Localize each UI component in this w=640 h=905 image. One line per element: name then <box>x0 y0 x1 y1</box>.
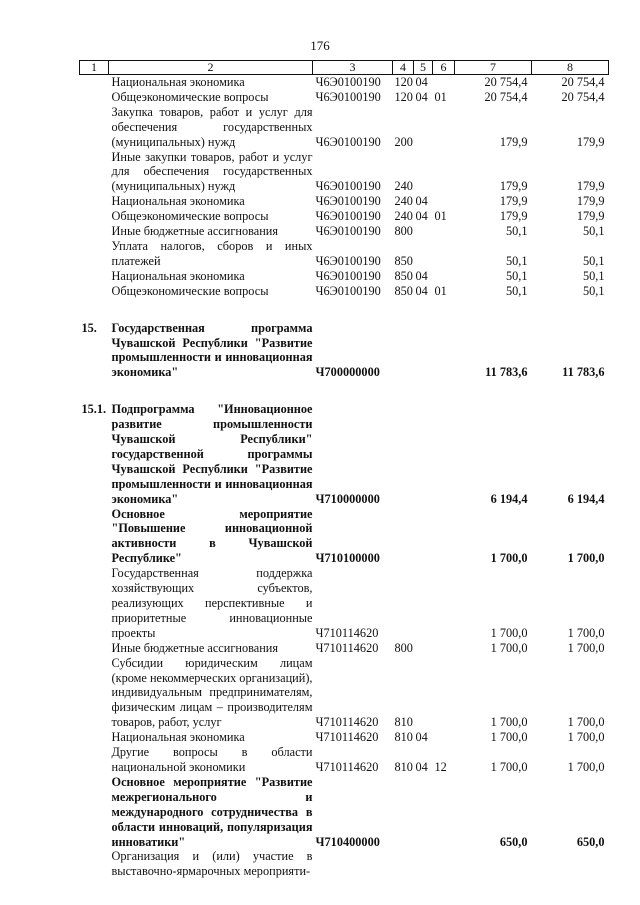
row-amount-col7: 50,1 <box>505 253 528 268</box>
table-row <box>80 284 609 299</box>
table-row <box>80 321 609 381</box>
row-description: Государственная поддержка хозяйствующих субъектов, реализующих перспективные и приоритетные инновационные проекты <box>111 566 313 640</box>
row-amount-col7: 650,0 <box>499 834 528 849</box>
row-subsection <box>433 566 455 641</box>
row-target-code: Ч6Э0100190 <box>315 194 381 209</box>
row-description: Иные закупки товаров, работ и услуг для обеспечения государственных (муниципальных) нужд <box>111 149 313 194</box>
table-row <box>80 209 609 224</box>
row-description: Закупка товаров, работ и услуг для обеспечения государственных (муниципальных) нужд <box>111 104 313 149</box>
row-subsection <box>433 775 455 850</box>
row-target-code: Ч710400000 <box>315 834 380 849</box>
row-section <box>414 507 433 567</box>
row-amount-col8: 50,1 <box>582 283 605 298</box>
table-row <box>80 239 609 269</box>
row-amount-col7: 179,9 <box>499 209 528 224</box>
row-section <box>414 402 433 506</box>
row-description: Национальная экономика <box>111 730 245 745</box>
table-body <box>80 75 609 880</box>
header-col-7: 7 <box>455 61 532 75</box>
row-amount-col8: 1 700,0 <box>567 625 605 640</box>
row-expense-type: 850 <box>394 253 413 268</box>
row-target-code <box>313 849 393 879</box>
row-amount-col8: 179,9 <box>576 179 605 194</box>
row-section: 04 <box>415 268 428 283</box>
row-amount-col7 <box>455 849 532 879</box>
row-section <box>414 775 433 850</box>
row-expense-type: 800 <box>394 640 413 655</box>
row-section: 04 <box>415 209 428 224</box>
table-row <box>80 849 609 879</box>
row-description: Организация и (или) участие в выставочно-ярмарочных мероприяти- <box>111 849 313 879</box>
row-amount-col8: 20 754,4 <box>561 89 605 104</box>
row-number <box>80 745 109 775</box>
row-amount-col7: 1 700,0 <box>490 640 528 655</box>
row-subsection <box>433 730 455 745</box>
row-target-code: Ч710114620 <box>315 759 379 774</box>
row-target-code: Ч700000000 <box>315 365 380 380</box>
table-row <box>80 775 609 850</box>
row-target-code: Ч6Э0100190 <box>315 209 381 224</box>
header-col-8: 8 <box>532 61 609 75</box>
row-description: Основное мероприятие "Развитие межрегионального и международного сотрудничества в области инноваций, популяризация инноватики" <box>111 774 313 849</box>
row-number <box>80 194 109 209</box>
row-amount-col7: 50,1 <box>505 224 528 239</box>
header-col-1: 1 <box>80 61 109 75</box>
row-target-code: Ч710114620 <box>315 625 379 640</box>
row-subsection <box>433 656 455 731</box>
row-subsection <box>433 75 455 90</box>
row-amount-col8: 1 700,0 <box>567 759 605 774</box>
row-subsection <box>433 239 455 269</box>
row-number <box>80 507 109 567</box>
row-section <box>414 656 433 731</box>
row-section <box>414 849 433 879</box>
row-amount-col7: 6 194,4 <box>490 491 528 506</box>
row-number <box>80 105 109 150</box>
row-description: Подпрограмма "Инновационное развитие промышленности Чувашской Республики" государственной программы Чувашской Республики "Развитие промышленности и инновационная экономика" <box>111 402 313 506</box>
row-subsection: 01 <box>434 89 447 104</box>
row-amount-col8: 50,1 <box>582 253 605 268</box>
spacer-cell <box>80 299 609 321</box>
row-description: Национальная экономика <box>111 75 245 89</box>
row-amount-col8: 1 700,0 <box>567 551 605 566</box>
row-section: 04 <box>415 75 428 89</box>
row-amount-col8 <box>532 849 609 879</box>
row-description: Национальная экономика <box>111 194 245 209</box>
row-subsection: 12 <box>434 759 447 774</box>
row-target-code: Ч710114620 <box>315 730 379 745</box>
row-description: Общеэкономические вопросы <box>111 89 269 104</box>
row-subsection <box>433 150 455 195</box>
row-section: 04 <box>415 759 428 774</box>
row-expense-type <box>393 566 414 641</box>
row-amount-col7: 50,1 <box>505 268 528 283</box>
row-expense-type: 810 <box>394 715 413 730</box>
header-col-2: 2 <box>109 61 313 75</box>
row-amount-col8: 11 783,6 <box>562 365 605 380</box>
row-expense-type: 120 <box>394 89 413 104</box>
row-amount-col8: 20 754,4 <box>561 75 605 89</box>
table-row <box>80 150 609 195</box>
row-subsection <box>433 849 455 879</box>
row-amount-col7: 179,9 <box>499 194 528 209</box>
row-amount-col8: 1 700,0 <box>567 730 605 745</box>
row-description: Государственная программа Чувашской Республики "Развитие промышленности и инновационная экономика" <box>111 320 313 380</box>
row-expense-type <box>393 775 414 850</box>
row-expense-type: 810 <box>394 730 413 745</box>
table-row <box>80 745 609 775</box>
row-expense-type: 240 <box>394 209 413 224</box>
row-description: Уплата налогов, сборов и иных платежей <box>111 238 313 268</box>
row-description: Другие вопросы в области национальной экономики <box>111 745 313 774</box>
row-amount-col8: 6 194,4 <box>567 491 605 506</box>
table-row <box>80 224 609 239</box>
table-header <box>80 61 609 75</box>
row-amount-col7: 1 700,0 <box>490 730 528 745</box>
table-row <box>80 269 609 284</box>
row-expense-type: 800 <box>394 224 413 239</box>
row-description: Общеэкономические вопросы <box>111 209 269 224</box>
row-number <box>80 730 109 745</box>
budget-table <box>79 60 609 879</box>
row-amount-col7: 50,1 <box>505 283 528 298</box>
header-col-5: 5 <box>414 61 433 75</box>
row-target-code: Ч6Э0100190 <box>315 268 381 283</box>
row-amount-col8: 50,1 <box>582 268 605 283</box>
row-description: Основное мероприятие "Повышение инновационной активности в Чувашской Республике" <box>111 506 313 566</box>
row-number <box>80 224 109 239</box>
row-section: 04 <box>415 194 428 209</box>
header-col-3: 3 <box>313 61 393 75</box>
row-expense-type: 200 <box>394 134 413 149</box>
row-section: 04 <box>415 283 428 298</box>
row-target-code: Ч6Э0100190 <box>315 134 381 149</box>
row-amount-col8: 179,9 <box>576 194 605 209</box>
row-expense-type <box>393 321 414 381</box>
row-section <box>414 641 433 656</box>
row-amount-col7: 11 783,6 <box>485 365 528 380</box>
row-target-code: Ч710000000 <box>315 491 380 506</box>
row-expense-type: 850 <box>394 283 413 298</box>
row-number <box>80 849 109 879</box>
row-amount-col8: 50,1 <box>582 224 605 239</box>
row-number <box>80 75 109 90</box>
row-section: 04 <box>415 89 428 104</box>
row-subsection <box>433 224 455 239</box>
row-subsection <box>433 194 455 209</box>
page-number: 176 <box>310 38 330 53</box>
row-target-code: Ч6Э0100190 <box>315 283 381 298</box>
spacer-row <box>80 380 609 402</box>
row-section <box>414 321 433 381</box>
row-number <box>80 150 109 195</box>
row-amount-col7: 20 754,4 <box>484 75 528 89</box>
row-subsection: 01 <box>434 209 447 224</box>
row-expense-type: 240 <box>394 194 413 209</box>
row-number <box>80 641 109 656</box>
spacer-cell <box>80 380 609 402</box>
row-amount-col7: 1 700,0 <box>490 625 528 640</box>
row-subsection <box>433 321 455 381</box>
header-col-6: 6 <box>433 61 455 75</box>
row-target-code: Ч6Э0100190 <box>315 89 381 104</box>
row-expense-type <box>393 507 414 567</box>
row-target-code: Ч710100000 <box>315 551 380 566</box>
row-description: Иные бюджетные ассигнования <box>111 224 279 239</box>
table-row <box>80 507 609 567</box>
row-amount-col7: 1 700,0 <box>490 715 528 730</box>
row-number: 15.1. <box>81 402 107 417</box>
row-description: Национальная экономика <box>111 268 245 283</box>
row-subsection <box>433 507 455 567</box>
row-amount-col7: 20 754,4 <box>484 89 528 104</box>
row-expense-type <box>393 849 414 879</box>
row-amount-col7: 179,9 <box>499 134 528 149</box>
row-number <box>80 566 109 641</box>
row-section: 04 <box>415 730 428 745</box>
table-row <box>80 402 609 506</box>
row-section <box>414 239 433 269</box>
row-amount-col8: 1 700,0 <box>567 715 605 730</box>
header-row <box>80 61 609 75</box>
spacer-row <box>80 299 609 321</box>
row-target-code: Ч710114620 <box>315 640 379 655</box>
row-target-code: Ч6Э0100190 <box>315 224 381 239</box>
table-row <box>80 730 609 745</box>
table-row <box>80 75 609 90</box>
table-row <box>80 641 609 656</box>
row-amount-col8: 1 700,0 <box>567 640 605 655</box>
row-target-code: Ч710114620 <box>315 715 379 730</box>
row-expense-type: 240 <box>394 179 413 194</box>
row-number <box>80 775 109 850</box>
row-expense-type: 120 <box>394 75 413 89</box>
row-amount-col7: 179,9 <box>499 179 528 194</box>
row-target-code: Ч6Э0100190 <box>315 75 381 89</box>
row-amount-col8: 179,9 <box>576 209 605 224</box>
row-amount-col8: 179,9 <box>576 134 605 149</box>
row-section <box>414 224 433 239</box>
row-section <box>414 105 433 150</box>
row-section <box>414 566 433 641</box>
row-description: Общеэкономические вопросы <box>111 283 269 298</box>
row-target-code: Ч6Э0100190 <box>315 179 381 194</box>
row-subsection <box>433 641 455 656</box>
row-description: Субсидии юридическим лицам (кроме некоммерческих организаций), индивидуальным предпринимателям, физическим лицам – производителям товаров, работ, услуг <box>111 655 313 730</box>
row-section <box>414 150 433 195</box>
row-number: 15. <box>81 320 97 335</box>
row-number <box>80 656 109 731</box>
row-expense-type: 850 <box>394 268 413 283</box>
header-col-4: 4 <box>393 61 414 75</box>
row-subsection: 01 <box>434 283 447 298</box>
row-subsection <box>433 402 455 506</box>
table-row <box>80 656 609 731</box>
row-number <box>80 269 109 284</box>
row-subsection <box>433 105 455 150</box>
table-row <box>80 194 609 209</box>
table-row <box>80 105 609 150</box>
row-number <box>80 90 109 105</box>
row-description: Иные бюджетные ассигнования <box>111 640 279 655</box>
row-amount-col8: 650,0 <box>576 834 605 849</box>
row-expense-type <box>393 402 414 506</box>
row-number <box>80 284 109 299</box>
row-number <box>80 209 109 224</box>
row-target-code: Ч6Э0100190 <box>315 253 381 268</box>
row-subsection <box>433 269 455 284</box>
table-row <box>80 90 609 105</box>
row-number <box>80 239 109 269</box>
row-amount-col7: 1 700,0 <box>490 759 528 774</box>
table-row <box>80 566 609 641</box>
row-amount-col7: 1 700,0 <box>490 551 528 566</box>
row-expense-type: 810 <box>394 759 413 774</box>
